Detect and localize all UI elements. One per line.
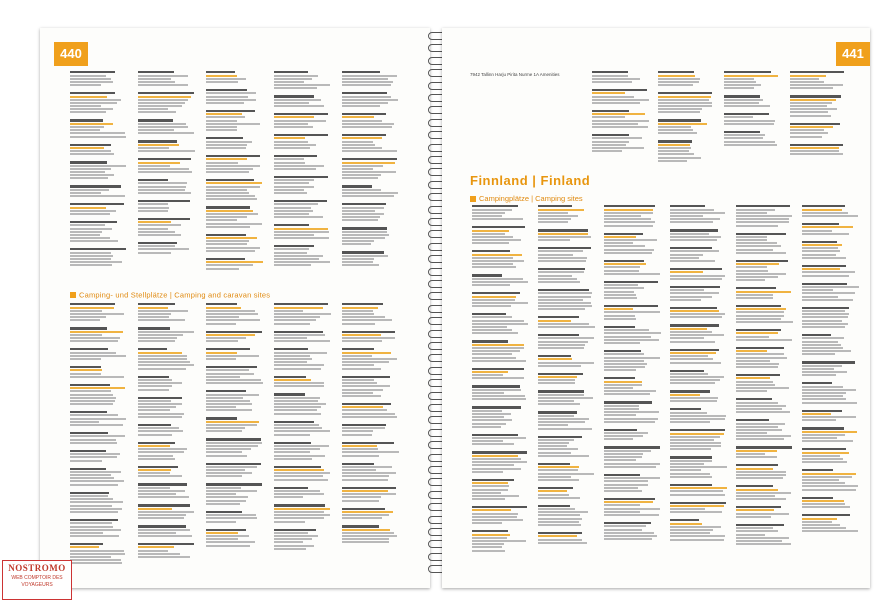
listing-entry — [274, 348, 332, 369]
listing-entry — [138, 158, 196, 173]
listing-entry — [342, 424, 400, 436]
listing-entry — [70, 161, 128, 179]
listing-entry — [342, 251, 400, 266]
listing-entry — [472, 274, 530, 286]
listing-entry — [206, 89, 264, 104]
listing-entry — [802, 334, 860, 355]
listing-entry — [138, 140, 196, 152]
listing-entry — [670, 519, 728, 540]
listing-entry — [274, 376, 332, 388]
listing-entry — [670, 456, 728, 477]
listing-entry — [206, 438, 264, 456]
listing-entry — [472, 506, 530, 524]
listing-entry — [206, 234, 264, 252]
listing-entry — [604, 326, 662, 344]
section-marker-icon — [470, 196, 476, 202]
listing-entry — [206, 206, 264, 227]
listing-entry — [604, 498, 662, 516]
listing-entry — [802, 361, 860, 376]
listing-column — [274, 70, 332, 272]
listing-entry — [472, 292, 530, 307]
listing-entry — [670, 205, 728, 223]
listing-entry — [802, 205, 860, 217]
listing-column — [274, 302, 332, 556]
listing-entry — [342, 113, 400, 128]
listing-entry — [670, 307, 728, 319]
listing-entry — [604, 474, 662, 492]
listing-column — [538, 204, 596, 550]
listing-entry — [736, 446, 794, 458]
listing-entry — [604, 233, 662, 254]
listing-entry — [472, 479, 530, 500]
listing-entry — [138, 303, 196, 321]
listing-entry — [342, 508, 400, 520]
listing-entry — [274, 504, 332, 522]
listing-entry — [472, 406, 530, 427]
listing-entry — [604, 281, 662, 299]
left-section-heading — [70, 286, 410, 300]
listing-entry — [70, 543, 128, 564]
listing-entry — [70, 450, 128, 462]
listing-entry — [274, 245, 332, 266]
listing-entry — [274, 442, 332, 460]
listing-entry — [70, 348, 128, 360]
listing-entry — [538, 390, 596, 405]
listing-entry — [206, 155, 264, 173]
listing-entry — [206, 366, 264, 384]
listing-entry — [342, 134, 400, 152]
listing-column — [342, 70, 400, 272]
listing-entry — [274, 224, 332, 239]
listing-entry — [274, 113, 332, 128]
listing-entry — [736, 305, 794, 323]
listing-entry — [472, 340, 530, 361]
listing-entry — [604, 522, 662, 540]
right-section-heading — [470, 194, 583, 203]
listing-entry — [538, 334, 596, 349]
listing-entry — [802, 514, 860, 532]
listing-entry — [206, 303, 264, 324]
listing-entry — [70, 492, 128, 513]
listing-entry — [206, 417, 264, 432]
listing-entry — [342, 525, 400, 543]
listing-entry — [724, 113, 782, 125]
listing-entry — [736, 260, 794, 281]
listing-entry — [670, 390, 728, 402]
listing-entry — [538, 411, 596, 429]
listing-entry — [274, 71, 332, 89]
listing-column — [790, 70, 848, 161]
listing-entry — [206, 511, 264, 523]
left-page-number: 440 — [54, 42, 88, 66]
listing-entry — [138, 483, 196, 498]
listing-column — [670, 204, 728, 547]
listing-entry — [472, 434, 530, 446]
listing-entry — [538, 532, 596, 544]
listing-entry — [342, 331, 400, 343]
listing-entry — [802, 410, 860, 422]
listing-entry — [138, 200, 196, 212]
listing-entry — [604, 401, 662, 422]
listing-entry — [70, 185, 128, 197]
listing-entry — [802, 241, 860, 259]
listing-entry — [138, 242, 196, 254]
listing-entry — [70, 384, 128, 405]
listing-entry — [274, 331, 332, 343]
listing-entry — [274, 176, 332, 194]
logo-name: NOSTROMO — [8, 563, 66, 573]
section-marker-icon — [70, 292, 76, 298]
listing-entry — [538, 289, 596, 310]
listing-entry — [670, 349, 728, 364]
listing-column — [472, 204, 530, 558]
listing-entry — [736, 524, 794, 545]
listing-entry — [274, 134, 332, 149]
right-top-entry: 7942 Tallinn Harju Pirita Nurme 1A Amenities — [470, 72, 560, 77]
listing-entry — [736, 398, 794, 413]
listing-entry — [70, 432, 128, 444]
listing-entry — [592, 134, 650, 152]
listing-entry — [138, 442, 196, 460]
listing-entry — [138, 179, 196, 194]
listing-entry — [790, 95, 848, 116]
listing-entry — [538, 205, 596, 223]
logo-tagline: WEB COMPTOIR DES VOYAGEURS — [11, 575, 63, 588]
listing-entry — [206, 463, 264, 478]
listing-entry — [538, 247, 596, 262]
listing-column — [592, 70, 650, 158]
listing-entry — [670, 268, 728, 280]
listing-entry — [790, 144, 848, 156]
listing-entry — [472, 530, 530, 551]
country-title: Finnland | Finland — [470, 173, 591, 188]
listing-entry — [138, 348, 196, 369]
listing-entry — [342, 487, 400, 502]
listing-entry — [274, 487, 332, 499]
listing-entry — [138, 525, 196, 537]
listing-entry — [736, 485, 794, 500]
listing-entry — [342, 348, 400, 369]
listing-column — [736, 204, 794, 551]
listing-entry — [736, 205, 794, 226]
listing-entry — [138, 424, 196, 436]
listing-entry — [604, 377, 662, 395]
listing-entry — [342, 463, 400, 481]
listing-entry — [138, 71, 196, 86]
listing-entry — [802, 448, 860, 463]
listing-entry — [592, 89, 650, 104]
listing-entry — [604, 260, 662, 275]
listing-entry — [206, 483, 264, 504]
listing-entry — [736, 347, 794, 368]
listing-entry — [658, 119, 716, 134]
listing-entry — [70, 468, 128, 486]
listing-entry — [274, 155, 332, 170]
listing-entry — [274, 95, 332, 107]
listing-entry — [342, 71, 400, 86]
listing-entry — [274, 393, 332, 414]
listing-entry — [70, 71, 128, 86]
listing-entry — [138, 504, 196, 519]
listing-entry — [70, 203, 128, 215]
listing-entry — [736, 506, 794, 518]
open-book — [40, 20, 870, 590]
left-page — [40, 28, 430, 588]
listing-entry — [70, 519, 128, 537]
listing-entry — [342, 227, 400, 245]
listing-column — [206, 70, 264, 276]
listing-entry — [670, 286, 728, 301]
listing-entry — [604, 429, 662, 441]
listing-entry — [670, 502, 728, 514]
listing-entry — [538, 463, 596, 481]
listing-entry — [138, 327, 196, 342]
listing-entry — [70, 366, 128, 378]
listing-entry — [274, 200, 332, 218]
listing-entry — [206, 529, 264, 547]
listing-entry — [206, 110, 264, 131]
listing-entry — [658, 71, 716, 86]
listing-entry — [538, 316, 596, 328]
listing-entry — [472, 226, 530, 244]
listing-entry — [342, 203, 400, 221]
listing-entry — [342, 158, 400, 179]
listing-entry — [472, 451, 530, 472]
listing-entry — [736, 374, 794, 392]
listing-entry — [802, 497, 860, 509]
listing-entry — [802, 265, 860, 277]
listing-entry — [206, 179, 264, 200]
listing-entry — [670, 247, 728, 262]
listing-entry — [658, 92, 716, 113]
listing-entry — [538, 436, 596, 457]
listing-entry — [274, 421, 332, 436]
listing-entry — [472, 205, 530, 220]
listing-entry — [70, 119, 128, 137]
listing-entry — [70, 144, 128, 156]
left-section-heading-text: Camping- und Stellplätze | Camping and caravan sites — [79, 290, 271, 300]
listing-entry — [472, 313, 530, 334]
listing-entry — [736, 233, 794, 254]
listing-entry — [138, 397, 196, 418]
listing-column — [658, 70, 716, 168]
listing-entry — [206, 331, 264, 343]
listing-entry — [802, 427, 860, 442]
listing-entry — [724, 95, 782, 107]
listing-entry — [472, 368, 530, 380]
listing-entry — [604, 305, 662, 320]
listing-entry — [342, 92, 400, 107]
listing-entry — [658, 140, 716, 161]
listing-entry — [138, 543, 196, 558]
listing-entry — [472, 385, 530, 400]
listing-entry — [342, 303, 400, 324]
listing-entry — [472, 250, 530, 268]
listing-entry — [274, 466, 332, 481]
listing-entry — [206, 71, 264, 83]
listing-entry — [342, 403, 400, 418]
listing-column — [70, 302, 128, 570]
listing-entry — [538, 355, 596, 367]
listing-entry — [538, 229, 596, 241]
listing-entry — [724, 71, 782, 89]
listing-entry — [138, 466, 196, 478]
listing-entry — [70, 248, 128, 266]
listing-entry — [138, 92, 196, 113]
listing-entry — [736, 287, 794, 299]
listing-column — [724, 70, 782, 152]
listing-entry — [538, 505, 596, 526]
listing-column — [138, 302, 196, 564]
listing-entry — [342, 376, 400, 397]
listing-entry — [538, 373, 596, 385]
listing-column — [802, 204, 860, 538]
listing-column — [70, 70, 128, 272]
listing-entry — [670, 429, 728, 450]
listing-entry — [736, 329, 794, 341]
listing-entry — [604, 446, 662, 467]
listing-entry — [206, 390, 264, 411]
listing-entry — [538, 487, 596, 499]
listing-entry — [736, 464, 794, 479]
listing-entry — [138, 218, 196, 236]
listing-entry — [70, 327, 128, 342]
listing-entry — [274, 303, 332, 324]
listing-entry — [592, 71, 650, 83]
right-section-heading-text: Campingplätze | Camping sites — [479, 194, 583, 203]
listing-entry — [604, 350, 662, 371]
listing-entry — [790, 123, 848, 138]
listing-entry — [670, 370, 728, 385]
listing-entry — [206, 137, 264, 149]
listing-entry — [802, 469, 860, 490]
listing-entry — [206, 258, 264, 270]
listing-entry — [736, 419, 794, 440]
listing-entry — [70, 303, 128, 321]
listing-column — [342, 302, 400, 549]
right-page-number: 441 — [836, 42, 870, 66]
listing-column — [138, 70, 196, 260]
listing-entry — [592, 110, 650, 128]
listing-entry — [802, 382, 860, 403]
listing-entry — [70, 411, 128, 426]
listing-entry — [670, 324, 728, 342]
listing-entry — [70, 92, 128, 113]
listing-entry — [138, 119, 196, 134]
listing-entry — [802, 307, 860, 328]
nostromo-logo — [2, 560, 72, 600]
listing-entry — [138, 376, 196, 391]
listing-entry — [802, 283, 860, 301]
listing-entry — [790, 71, 848, 89]
listing-entry — [604, 205, 662, 226]
listing-entry — [206, 348, 264, 360]
listing-column — [206, 302, 264, 553]
listing-entry — [670, 408, 728, 423]
listing-entry — [70, 221, 128, 242]
listing-column — [604, 204, 662, 546]
listing-entry — [538, 268, 596, 283]
right-page — [442, 28, 870, 588]
listing-entry — [670, 229, 728, 241]
listing-entry — [342, 185, 400, 197]
listing-entry — [724, 131, 782, 146]
listing-entry — [670, 484, 728, 496]
listing-entry — [342, 442, 400, 457]
listing-entry — [274, 529, 332, 550]
listing-entry — [802, 223, 860, 235]
